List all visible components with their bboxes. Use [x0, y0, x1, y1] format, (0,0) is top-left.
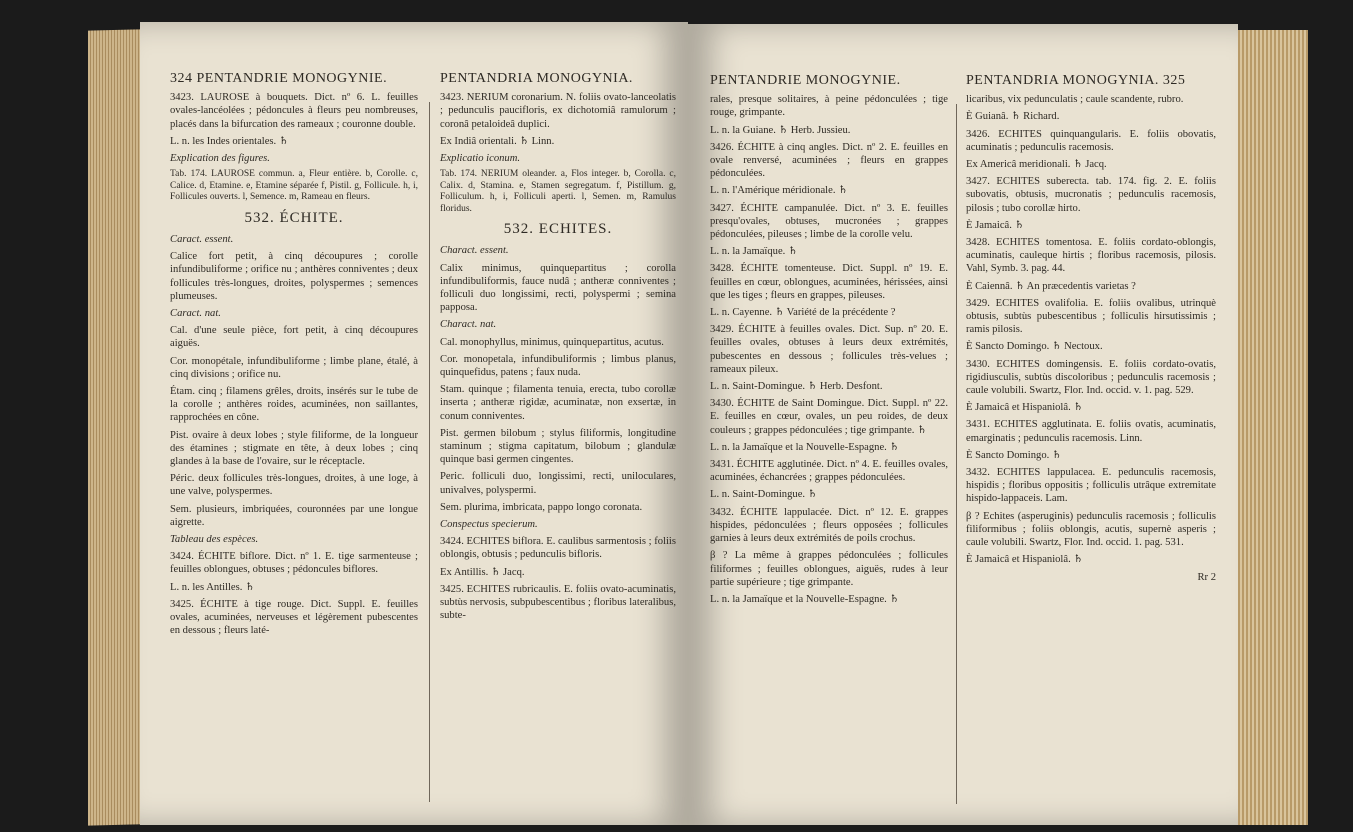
paragraph: 3424. ÉCHITE biflore. Dict. nº 1. E. tige sarmenteuse ; feuilles oblongues, obtuses ; pédoncules biflores. [170, 551, 418, 576]
paragraph: rales, presque solitaires, à peine pédonculées ; tige rouge, grimpante. [710, 94, 948, 119]
subheading: Conspectus specierum. [440, 519, 538, 531]
page-header: PENTANDRIA MONOGYNIA. [440, 71, 633, 86]
paragraph: L. n. Saint-Domingue. ♄ Herb. Desfont. [710, 381, 883, 393]
section-title: 532. ÉCHITE. [244, 209, 344, 226]
subheading: Charact. essent. [440, 245, 509, 257]
paragraph: L. n. l'Amérique méridionale. ♄ [710, 185, 848, 197]
paragraph: 3426. ECHITES quinquangularis. E. foliis obovatis, acuminatis ; pedunculis racemosis. [966, 128, 1216, 153]
paragraph: 3424. ECHITES biflora. E. caulibus sarmentosis ; foliis oblongis, obtusis ; pedunculis bifloris. [440, 536, 676, 561]
paragraph: 3430. ECHITES domingensis. E. foliis cordato-ovatis, rigidiusculis, subtùs discoloribus ; pedunculis racemosis ; caule volubili. Swartz, Flor. Ind. occid. v. 1. pag. 529. [966, 358, 1216, 397]
french-column-right [710, 74, 948, 610]
paragraph: β ? La même à grappes pédonculées ; follicules filiformes ; feuilles oblongues, aiguës, rudes à leur partie supérieure ; tige grimpante. [710, 550, 948, 588]
paragraph: L. n. Cayenne. ♄ Variété de la précédente ? [710, 307, 896, 319]
page-header: PENTANDRIA MONOGYNIA. 325 [966, 73, 1186, 88]
paragraph: L. n. les Antilles. ♄ [170, 581, 255, 593]
paragraph: L. n. la Jamaïque. ♄ [710, 246, 798, 258]
paragraph: È Jamaicâ et Hispaniolâ. ♄ [966, 402, 1083, 414]
subheading: Tableau des espèces. [170, 533, 259, 545]
paragraph: licaribus, vix pedunculatis ; caule scandente, rubro. [966, 94, 1184, 106]
paragraph: L. n. la Jamaïque et la Nouvelle-Espagne. ♄ [710, 593, 899, 605]
subheading: Explicatio iconum. [440, 153, 521, 165]
paragraph: 3427. ÉCHITE campanulée. Dict. nº 3. E. feuilles presqu'ovales, obtuses, mucronées ; grappes pédonculées, pileuses ; limbe de la corolle velu. [710, 202, 948, 241]
paragraph: Ex Americâ meridionali. ♄ Jacq. [966, 159, 1107, 171]
paragraph: β ? Echites (asperuginis) pedunculis racemosis ; folliculis filiformibus ; foliis oblongis, acutis, supernè asperis ; caule volubili. Swartz, Flor. Ind. occid. 1. pag. 531. [966, 510, 1216, 549]
paragraph: Étam. cinq ; filamens grêles, droits, insérés sur le tube de la corolle ; anthères roides, acuminées, non saillantes, rapprochées en cône. [170, 385, 418, 424]
latin-column-left [440, 72, 676, 627]
paragraph: Ex Indiâ orientali. ♄ Linn. [440, 135, 555, 147]
paragraph: L. n. la Jamaïque et la Nouvelle-Espagne. ♄ [710, 441, 899, 453]
paragraph: È Sancto Domingo. ♄ Nectoux. [966, 341, 1103, 353]
paragraph: Tab. 174. NERIUM oleander. a, Flos integer. b, Corolla. c, Calix. d, Stamina. e, Stamen segregatum. f, Pistillum. g, Folliculum. h, i, Folliculi aperti. l, Semen. m, Ramulus floridus. [440, 169, 676, 214]
paragraph: 3432. ÉCHITE lappulacée. Dict. nº 12. E. grappes hispides, pédonculées ; fleurs opposées ; follicules garnies à leurs deux extrémités de poils crochus. [710, 506, 948, 545]
paragraph: Stam. quinque ; filamenta tenuia, erecta, tubo corollæ inserta ; antheræ rigidæ, acuminatæ, non exsertæ, in conum conniventes. [440, 384, 676, 422]
paragraph: Cal. monophyllus, minimus, quinquepartitus, acutus. [440, 336, 664, 348]
signature-mark: Rr 2 [1197, 571, 1216, 583]
subheading: Caract. essent. [170, 233, 234, 245]
right-page [688, 24, 1238, 825]
paragraph: È Jamaicâ. ♄ [966, 219, 1025, 231]
subheading: Charact. nat. [440, 319, 497, 331]
paragraph: Cal. d'une seule pièce, fort petit, à cinq découpures aiguës. [170, 325, 418, 350]
paragraph: 3423. NERIUM coronarium. N. foliis ovato-lanceolatis ; pedunculis paucifloris, ex dichotomiâ ramulorum ; coronâ petaloideâ duplici. [440, 92, 676, 130]
paragraph: 3425. ECHITES rubricaulis. E. foliis ovato-acuminatis, subtùs nervosis, subpubescentibus ; floribus lateralibus, subte- [440, 583, 676, 622]
paragraph: 3429. ÉCHITE à feuilles ovales. Dict. Sup. nº 20. E. feuilles ovales, obtuses à leurs deux extrémités, pubescentes en dessous ; follicules très-velues ; rameaux pileux. [710, 324, 948, 375]
paragraph: È Jamaicâ et Hispaniolâ. ♄ [966, 554, 1083, 566]
column-divider [956, 104, 957, 804]
paragraph: Tab. 174. LAUROSE commun. a, Fleur entière. b, Corolle. c, Calice. d, Etamine. e, Etamine séparée f, Pistil. g, Follicule. h, i, Follicules ouverts. l, Semence. m, Rameau en fleurs. [170, 169, 418, 203]
paragraph: Cor. monopetala, infundibuliformis ; limbus planus, quinquefidus, patens ; faux nuda. [440, 353, 676, 379]
paragraph: È Caiennâ. ♄ An præcedentis varietas ? [966, 280, 1136, 292]
paragraph: 3432. ECHITES lappulacea. E. pedunculis racemosis, hispidis ; floribus oppositis ; folliculis utrâque extremitate hispido-lappaceis. Lam. [966, 467, 1216, 505]
latin-column-right [966, 74, 1216, 588]
paragraph: 3427. ECHITES suberecta. tab. 174. fig. 2. E. foliis subovatis, obtusis, mucronatis ; pedunculis racemosis, pilosis ; tubo corollæ hirto. [966, 176, 1216, 214]
column-divider [429, 102, 430, 802]
paragraph: È Guianâ. ♄ Richard. [966, 111, 1060, 123]
paragraph: 3426. ÉCHITE à cinq angles. Dict. nº 2. E. feuilles en ovale renversé, acuminées ; fleurs en grappes pédonculées. [710, 141, 948, 180]
paragraph: L. n. les Indes orientales. ♄ [170, 135, 289, 147]
page-header: 324 PENTANDRIE MONOGYNIE. [170, 71, 388, 86]
paragraph: Pist. ovaire à deux lobes ; style filiforme, de la longueur des étamines ; stigmate en tête, à deux lobes ; cinq glandes à la base de l'ovaire, sur le réceptacle. [170, 429, 418, 467]
paragraph: Péric. deux follicules très-longues, droites, à une loge, à une valve, polyspermes. [170, 473, 418, 498]
paragraph: Sem. plusieurs, imbriquées, couronnées par une longue aigrette. [170, 503, 418, 528]
paragraph: Peric. folliculi duo, longissimi, recti, uniloculares, univalves, polyspermi. [440, 471, 676, 496]
subheading: Explication des figures. [170, 153, 270, 165]
paragraph: 3425. ÉCHITE à tige rouge. Dict. Suppl. E. feuilles ovales, acuminées, nerveuses et légèrement pubescentes en dessous ; fleurs laté- [170, 598, 418, 637]
paragraph: È Sancto Domingo. ♄ [966, 449, 1062, 461]
paragraph: Pist. germen bilobum ; stylus filiformis, longitudine staminum ; stigma capitatum, bilobum ; glandulæ quinque basi germen cingentes. [440, 427, 676, 466]
paragraph: 3429. ECHITES ovalifolia. E. foliis ovalibus, utrinquè obtusis, subtùs pubescentibus ; folliculis hirsutissimis ; ramis pilosis. [966, 297, 1216, 336]
left-page [140, 22, 688, 825]
paragraph: L. n. Saint-Domingue. ♄ [710, 489, 818, 501]
paragraph: 3428. ÉCHITE tomenteuse. Dict. Suppl. nº 19. E. feuilles en cœur, oblongues, acuminées, hérissées, ainsi que les tiges ; fleurs en grappes, pileuses. [710, 263, 948, 301]
paragraph: Calix minimus, quinquepartitus ; corolla infundibuliformis, fauce nudâ ; antheræ conniventes ; folliculi duo longissimi, recti, polyspermi ; semina papposa. [440, 262, 676, 314]
paragraph: Sem. plurima, imbricata, pappo longo coronata. [440, 501, 643, 513]
paragraph: 3431. ÉCHITE agglutinée. Dict. nº 4. E. feuilles ovales, acuminées, échancrées ; grappes pédonculées. [710, 459, 948, 484]
section-title: 532. ECHITES. [503, 221, 613, 238]
paragraph: Ex Antillis. ♄ Jacq. [440, 566, 525, 578]
paragraph: Cor. monopétale, infundibuliforme ; limbe plane, étalé, à cinq divisions ; orifice nu. [170, 355, 418, 380]
paragraph: 3428. ECHITES tomentosa. E. foliis cordato-oblongis, acuminatis, cauleque hirtis ; floribus racemosis, pilosis. Vahl, Symb. 3. pag. 44. [966, 237, 1216, 275]
left-page-edges [88, 29, 140, 825]
paragraph: Calice fort petit, à cinq découpures ; corolle infundibuliforme ; orifice nu ; anthères conniventes ; deux follicules très-longues, droites, polyspermes ; semences plumeuses. [170, 251, 418, 302]
paragraph: 3431. ECHITES agglutinata. E. foliis ovatis, acuminatis, emarginatis ; pedunculis racemosis. Linn. [966, 419, 1216, 444]
paragraph: L. n. la Guiane. ♄ Herb. Jussieu. [710, 124, 851, 136]
paragraph: 3430. ÉCHITE de Saint Domingue. Dict. Suppl. nº 22. E. feuilles en cœur, ovales, un peu roides, de deux couleurs ; grappes pédonculées ; tige grimpante. ♄ [710, 398, 948, 436]
page-header: PENTANDRIE MONOGYNIE. [710, 73, 901, 88]
subheading: Caract. nat. [170, 307, 221, 319]
french-column-left [170, 72, 418, 641]
right-page-edges [1238, 30, 1308, 825]
paragraph: 3423. LAUROSE à bouquets. Dict. nº 6. L. feuilles ovales-lancéolées ; pédoncules à fleurs peu nombreuses, placés dans la bifurcation des rameaux ; couronne double. [170, 92, 418, 130]
